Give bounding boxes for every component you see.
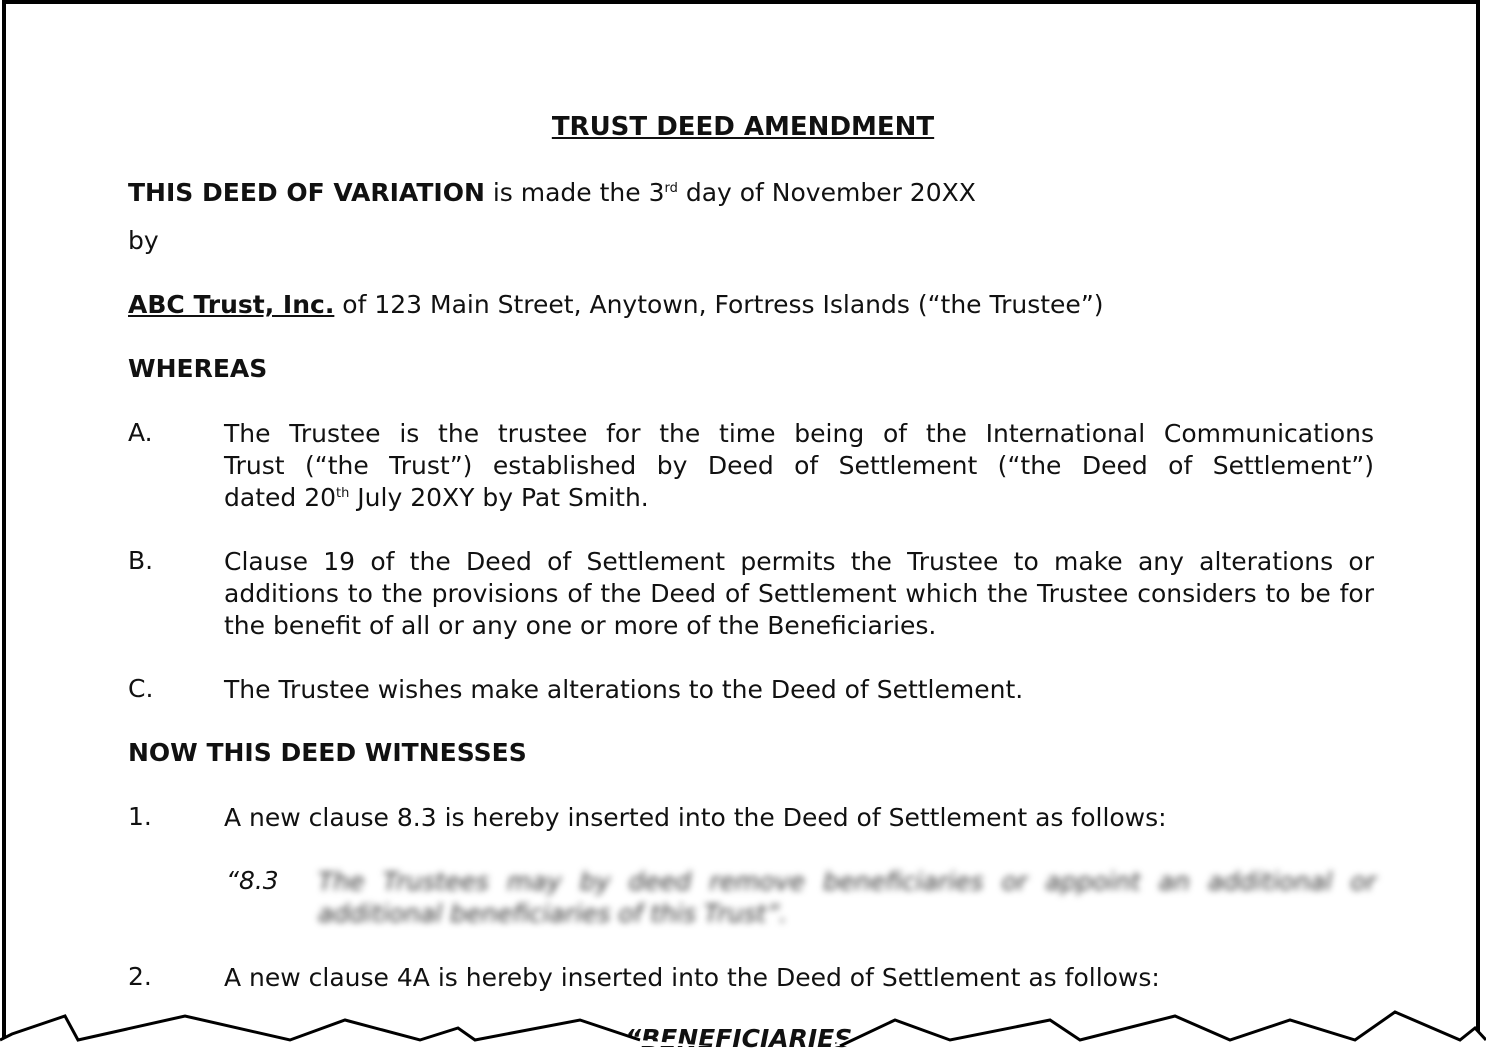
intro-line [128,178,976,207]
document-title: TRUST DEED AMENDMENT [551,112,935,142]
intro-superscript: rd [664,181,678,196]
clause-8-3-redacted-text: The Trustees may by deed remove beneficiaries or appoint an additional or additional beneficiaries of this Trust”. [318,867,1376,928]
torn-edge [0,1000,1486,1046]
recital-b-text: Clause 19 of the Deed of Settlement permits the Trustee to make any alterations or additions to the provisions of the Deed of Settlement which the Trustee considers to be for the benefit of all or any one or more of the Beneficiaries. [224,547,1374,640]
recital-c-mark: C. [128,674,154,703]
clause-1-mark: 1. [128,802,152,831]
clause-4a-heading-cutoff: “BENEFICIARIES [625,1024,853,1053]
clause-2-text: A new clause 4A is hereby inserted into the Deed of Settlement as follows: [224,963,1160,992]
recital-a-date: dated 20 [224,483,336,512]
recital-b-mark: B. [128,546,154,575]
recital-a-line-3 [224,482,1374,514]
party-details: of 123 Main Street, Anytown, Fortress Islands (“the Trustee”) [334,290,1104,319]
intro-date-rest: day of November 20XX [677,178,976,207]
clause-8-3-number: “8.3 [226,866,279,895]
clause-1-text: A new clause 8.3 is hereby inserted into the Deed of Settlement as follows: [224,803,1167,832]
recital-a-superscript: th [336,486,350,501]
intro-bold-lead: THIS DEED OF VARIATION [128,178,485,207]
recital-a-line-1: The Trustee is the trustee for the time being of the International Communications [224,419,1374,448]
party-name: ABC Trust, Inc. [128,290,335,319]
recital-a-mark: A. [128,418,153,447]
intro-text: is made the 3 [484,178,665,207]
by-line: by [128,226,159,255]
recital-a-line-2: Trust (“the Trust”) established by Deed of Settlement (“the Deed of Settlement”) [224,451,1374,480]
recital-a-rest: July 20XY by Pat Smith. [349,483,649,512]
whereas-heading: WHEREAS [128,354,268,383]
party-line [128,290,1104,319]
recital-a-text [224,418,1374,514]
recital-c-text: The Trustee wishes make alterations to the Deed of Settlement. [224,675,1024,704]
clause-2-mark: 2. [128,962,152,991]
witnesses-heading: NOW THIS DEED WITNESSES [128,738,527,767]
